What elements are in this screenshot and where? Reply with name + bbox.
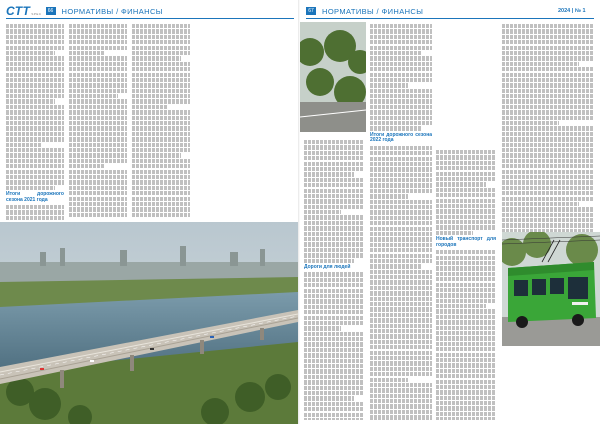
right-subhead-1: Итоги дорожного сезона 2022 года [370,131,432,144]
right-header-rule [306,18,594,19]
right-column-2 [370,24,432,420]
right-page-number: 67 [306,7,316,15]
right-subhead-3: Новый транспорт для городов [436,236,496,248]
left-page-number: 66 [46,7,56,15]
trolleybus-photo [502,232,600,346]
right-column-1 [304,140,364,420]
left-section-title: НОРМАТИВЫ / ФИНАНСЫ [61,6,163,16]
left-subhead-1: Итоги дорожного сезона 2021 года [6,191,64,203]
left-column-3 [132,24,190,220]
left-column-1 [6,24,64,220]
right-section-title: НОРМАТИВЫ / ФИНАНСЫ [322,6,424,16]
right-column-3 [436,150,496,420]
right-header [306,4,423,18]
left-column-2 [69,24,127,220]
left-header [6,4,163,18]
bridge-aerial-photo [0,222,298,424]
issue-label-wrap [558,4,586,18]
issue-label: 2024 | № 1 [558,8,586,14]
left-header-rule [6,18,294,19]
city-trees-photo [300,22,366,132]
right-column-4 [502,24,594,420]
magazine-logo: СТТSPEC [6,4,42,18]
right-subhead-2: Дороги для людей [304,263,351,270]
right-page [300,0,600,424]
